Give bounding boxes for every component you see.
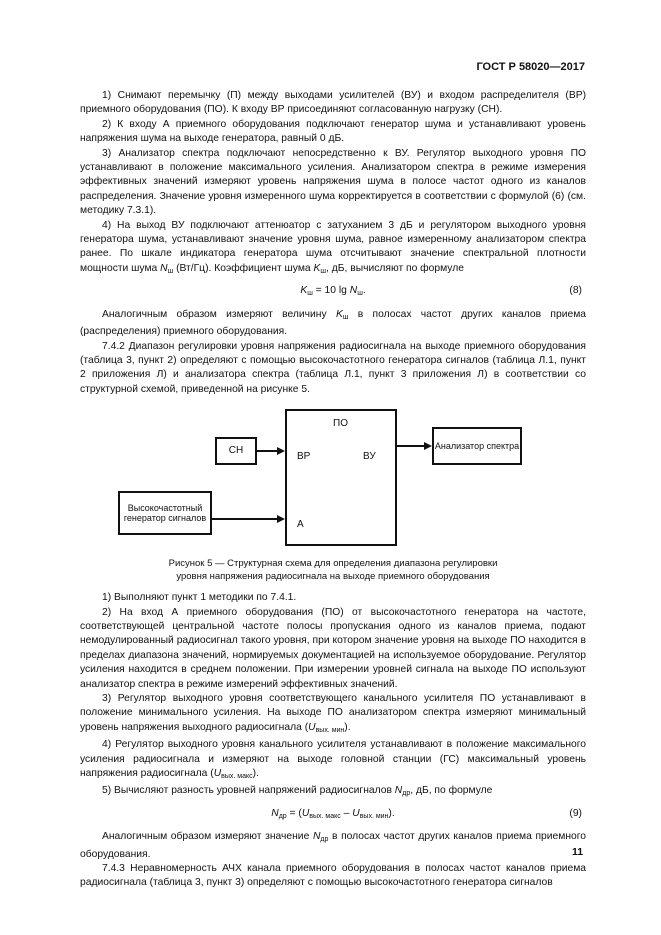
block-diagram bbox=[80, 407, 586, 553]
vr-label: ВР bbox=[297, 451, 311, 463]
a-label: А bbox=[297, 519, 304, 531]
vu-to-analyzer-line bbox=[397, 445, 426, 447]
paragraph: Аналогичным образом измеряют величину $K_ш$ в полосах частот других каналов приема (распределения) приемного оборудования. bbox=[80, 308, 586, 338]
standard-header: ГОСТ Р 58020—2017 bbox=[476, 61, 585, 73]
formula-number: (9) bbox=[569, 807, 582, 819]
generator-to-a-arrowhead bbox=[277, 515, 285, 523]
formula-9: $N_{др} = (U_{вых. макс} - U_{вых. мин})$. (9) bbox=[271, 807, 582, 820]
paragraph: 1) Выполняют пункт 1 методики по 7.4.1. bbox=[102, 592, 297, 604]
po-box bbox=[285, 409, 397, 546]
paragraph: 2) К входу А приемного оборудования подключают генератор шума и устанавливают уровень напряжения шума на выходе генератора, равный 0 дБ. bbox=[80, 118, 586, 145]
sn-to-vr-line bbox=[257, 450, 279, 452]
paragraph: 7.4.3 Неравномерность АЧХ канала приемного оборудования в полосах частот каналов приема радиосигнала (таблица 3, пункт 3) определяют с помощью высокочастотного генератора сигналов bbox=[80, 863, 586, 889]
figure-caption: Рисунок 5 — Структурная схема для определения диапазона регулировки уровня напряжения радиосигнала на выходе приемного оборудования bbox=[168, 558, 498, 583]
vu-label: ВУ bbox=[363, 451, 376, 463]
paragraph: 1) Снимают перемычку (П) между выходами усилителей (ВУ) и входом распределителя (ВР) приемного оборудования (ПО). К входу ВР присоединяют согласованную нагрузку (СН). bbox=[80, 90, 586, 116]
sn-box: СН bbox=[215, 437, 257, 465]
paragraph: 2) На вход А приемного оборудования (ПО) от высокочастотного генератора на частоте, соответствующей центральной частоте полосы пропускания одного из каналов приема, подают немодулированный радиосигнал такого уровня, при котором значение уровня на выходе ПО находится в пределах диапазона значений, нормируемых документацией на используемое оборудование. Регулятор усиления находится в среднем положении. При измерении уровней сигнала на выходе ПО используют анализатор спектра в режиме измерений эффективных значений. bbox=[80, 606, 586, 690]
po-label: ПО bbox=[333, 418, 348, 430]
paragraph: 4) На выход ВУ подключают аттенюатор с затуханием 3 дБ и регулятором выходного уровня генератора шума, устанавливают значение уровня шума, равное измеренному анализатором спектра ранее. По шкале индикатора генератора шума отсчитывают значение спектральной плотности мощности шума $N_ш$ (Вт/Гц). Коэффициент шума $K_ш$, дБ, вычисляют по формуле bbox=[80, 219, 586, 275]
sn-to-vr-arrowhead bbox=[277, 447, 285, 455]
formula-number: (8) bbox=[569, 285, 582, 297]
analyzer-box: Анализатор спектра bbox=[432, 427, 522, 465]
page-number: 11 bbox=[572, 846, 584, 858]
paragraph: 3) Анализатор спектра подключают непосредственно к ВУ. Регулятор выходного уровня ПО устанавливают в положение максимального усиления. Анализатором спектра в режиме измерения эффективных значений измеряют уровень напряжения шума в полосе частот одного из каналов распределения. Значение уровня измеренного шума корректируется в соответствии с формулой (6) (см. методику 7.3.1). bbox=[80, 147, 586, 217]
generator-to-a-line bbox=[212, 518, 279, 520]
vu-to-analyzer-arrowhead bbox=[424, 442, 432, 450]
body-text bbox=[80, 89, 586, 891]
paragraph: 5) Вычисляют разность уровней напряжений радиосигналов $N_{др}$, дБ, по формуле bbox=[102, 785, 493, 798]
generator-box: Высокочастотный генератор сигналов bbox=[118, 491, 212, 535]
formula-8: $K_ш = 10$ $\lg N_ш$. (8) bbox=[300, 285, 582, 298]
paragraph: 4) Регулятор выходного уровня канального усилителя устанавливают в положение максимального усиления радиосигнала и измеряют на выходе головной станции (ГС) максимальный уровень напряжения радиосигнала $(U_{вых. макс})$. bbox=[80, 739, 586, 780]
paragraph: Аналогичным образом измеряют значение $N_{др}$ в полосах частот других каналов приема приемного оборудования. bbox=[80, 831, 587, 860]
paragraph: 7.4.2 Диапазон регулировки уровня напряжения радиосигнала на выходе приемного оборудования (таблица 3, пункт 2) определяют с помощью высокочастотного генератора сигналов (таблица Л.1, пункт 2 приложения Л) и анализатора спектра (таблица Л.1, пункт 3 приложения Л) в соответствии со структурной схемой, приведенной на рисунке 5. bbox=[80, 340, 586, 395]
paragraph: 3) Регулятор выходного уровня соответствующего канального усилителя ПО устанавливают в положение минимального усиления. На выходе ПО анализатором спектра измеряют минимальный уровень напряжения выходного радиосигнала $(U_{вых. мин})$. bbox=[80, 692, 586, 734]
